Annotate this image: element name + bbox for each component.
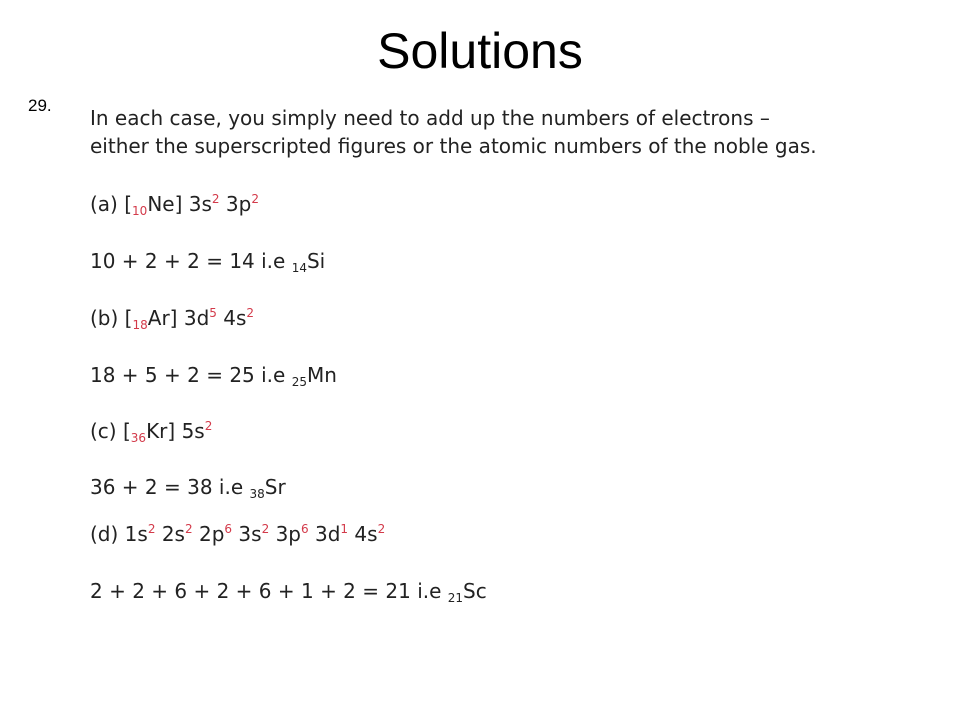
part-d-orbital-1: 1s <box>124 522 148 546</box>
part-c-bracket: [ <box>122 419 131 443</box>
part-c-result-symbol: Sr <box>264 475 286 499</box>
part-a-orbital-2-electrons: 2 <box>251 192 259 206</box>
intro-line-1: In each case, you simply need to add up the numbers of electrons – <box>90 106 770 130</box>
part-c-orbital-1-electrons: 2 <box>204 419 213 433</box>
part-d-orbital-5-electrons: 6 <box>300 522 309 536</box>
part-c-configuration <box>90 417 212 445</box>
part-d-label: (d) <box>90 522 119 546</box>
part-c-orbital-1: 5s <box>181 419 205 443</box>
part-d-orbital-4: 3s <box>238 522 262 546</box>
part-b-orbital-2: 4s <box>223 306 247 330</box>
intro-text <box>90 104 950 160</box>
part-b-configuration <box>90 304 254 332</box>
question-number: 29. <box>28 96 52 115</box>
part-d-orbital-7-electrons: 2 <box>377 522 386 536</box>
part-c-sum <box>90 473 286 501</box>
part-d-orbital-4-electrons: 2 <box>261 522 270 536</box>
part-d-result-symbol: Sc <box>463 579 487 603</box>
part-a-sum-text: 10 + 2 + 2 = 14 i.e <box>90 249 286 273</box>
part-d-orbital-3: 2p <box>198 522 225 546</box>
slide-title: Solutions <box>377 23 583 79</box>
part-c-core-symbol: Kr] <box>146 419 176 443</box>
part-a-core-symbol: Ne] <box>147 192 183 216</box>
solution-body <box>90 104 950 605</box>
part-d-orbital-1-electrons: 2 <box>147 522 156 536</box>
part-a-sum <box>90 247 325 275</box>
part-b-label: (b) <box>90 306 119 330</box>
part-d-result-atomic-number: 21 <box>447 591 464 605</box>
part-c-sum-text: 36 + 2 = 38 i.e <box>90 475 244 499</box>
part-b-result-atomic-number: 25 <box>291 375 307 389</box>
part-b-orbital-1: 3d <box>183 306 210 330</box>
intro-line-2: either the superscripted figures or the atomic numbers of the noble gas. <box>90 134 817 158</box>
part-d-orbital-6-electrons: 1 <box>340 522 349 536</box>
part-d-orbital-2: 2s <box>161 522 185 546</box>
part-b-bracket: [ <box>124 306 133 330</box>
part-a-orbital-2: 3p <box>225 192 252 216</box>
part-a-label: (a) <box>90 192 118 216</box>
part-b-orbital-2-electrons: 2 <box>246 306 255 320</box>
part-b-sum <box>90 361 337 389</box>
part-b-orbital-1-electrons: 5 <box>209 306 217 320</box>
part-d-orbital-7: 4s <box>354 522 378 546</box>
part-a-orbital-1-electrons: 2 <box>211 192 220 206</box>
part-a-orbital-1: 3s <box>188 192 212 216</box>
part-d-sum <box>90 577 487 605</box>
part-c-core-atomic-number: 36 <box>130 431 147 445</box>
part-a-core-atomic-number: 10 <box>132 204 148 218</box>
part-d-orbital-6: 3d <box>314 522 341 546</box>
part-b-sum-text: 18 + 5 + 2 = 25 i.e <box>90 363 286 387</box>
part-d-orbital-5: 3p <box>275 522 301 546</box>
part-d-configuration <box>90 520 385 548</box>
part-c-result-atomic-number: 38 <box>249 487 265 501</box>
part-b-core-atomic-number: 18 <box>132 318 148 332</box>
part-a-bracket: [ <box>124 192 133 216</box>
part-a-configuration <box>90 190 259 218</box>
part-a-result-symbol: Si <box>306 249 326 273</box>
part-c-label: (c) <box>90 419 117 443</box>
part-b-result-symbol: Mn <box>306 363 337 387</box>
part-d-orbital-3-electrons: 6 <box>224 522 233 536</box>
part-a-result-atomic-number: 14 <box>291 261 307 275</box>
part-d-sum-text: 2 + 2 + 6 + 2 + 6 + 1 + 2 = 21 i.e <box>90 579 442 603</box>
part-b-core-symbol: Ar] <box>147 306 178 330</box>
part-d-orbital-2-electrons: 2 <box>184 522 193 536</box>
